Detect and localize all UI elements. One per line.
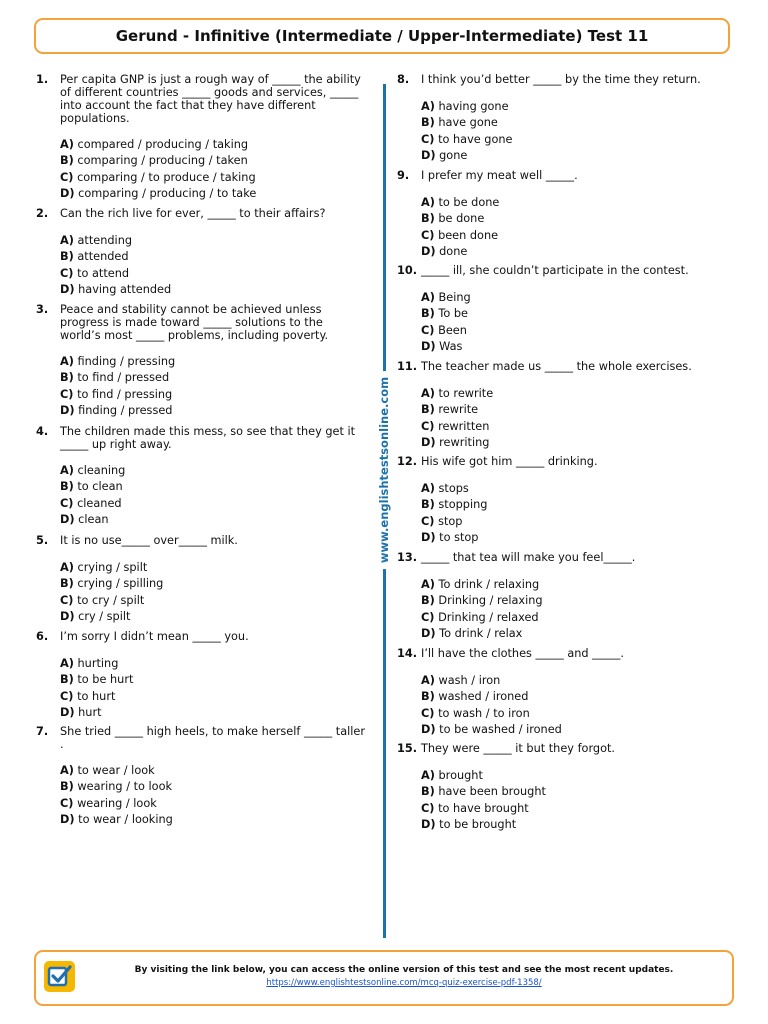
option-letter: D) bbox=[421, 245, 436, 259]
question-number: 8. bbox=[397, 73, 410, 86]
title-box bbox=[34, 18, 730, 54]
site-watermark: www.englishtestsonline.com bbox=[375, 371, 393, 569]
answer-option[interactable] bbox=[60, 266, 376, 282]
answer-option[interactable] bbox=[60, 763, 376, 779]
option-text: To drink / relaxing bbox=[438, 578, 540, 591]
question-number: 13. bbox=[397, 551, 418, 564]
question-1 bbox=[36, 73, 376, 203]
option-letter: A) bbox=[421, 578, 435, 591]
answer-options bbox=[36, 463, 376, 529]
answer-option[interactable] bbox=[421, 497, 737, 513]
question-15 bbox=[397, 742, 737, 834]
option-text: rewritten bbox=[438, 419, 490, 433]
answer-option[interactable] bbox=[60, 479, 376, 495]
question-number: 10. bbox=[397, 264, 418, 277]
question-11 bbox=[397, 360, 737, 452]
answer-options bbox=[397, 481, 737, 547]
question-4 bbox=[36, 425, 376, 529]
question-text: I’ll have the clothes _____ and _____. bbox=[421, 647, 625, 660]
answer-option[interactable] bbox=[421, 626, 737, 642]
option-letter: A) bbox=[421, 482, 435, 495]
option-text: hurt bbox=[78, 706, 102, 720]
question-stem bbox=[36, 73, 376, 125]
option-letter: C) bbox=[421, 419, 435, 433]
answer-option[interactable] bbox=[421, 244, 737, 260]
option-text: finding / pressed bbox=[78, 404, 173, 418]
answer-option[interactable] bbox=[421, 323, 737, 339]
option-text: to be done bbox=[438, 196, 500, 209]
answer-option[interactable] bbox=[60, 609, 376, 625]
option-text: comparing / producing / to take bbox=[78, 187, 257, 201]
option-letter: A) bbox=[421, 291, 435, 304]
answer-option[interactable] bbox=[60, 403, 376, 419]
option-text: wearing / to look bbox=[77, 780, 173, 794]
option-letter: A) bbox=[60, 764, 74, 777]
answer-option[interactable] bbox=[421, 211, 737, 227]
answer-option[interactable] bbox=[60, 689, 376, 705]
answer-option[interactable] bbox=[60, 496, 376, 512]
question-5 bbox=[36, 534, 376, 626]
option-text: to be hurt bbox=[77, 673, 134, 687]
answer-options bbox=[397, 99, 737, 165]
answer-option[interactable] bbox=[421, 689, 737, 705]
option-text: gone bbox=[439, 149, 468, 163]
option-letter: A) bbox=[60, 138, 74, 151]
option-letter: B) bbox=[60, 250, 74, 264]
question-text: I’m sorry I didn’t mean _____ you. bbox=[60, 630, 249, 643]
option-text: done bbox=[439, 245, 468, 259]
answer-option[interactable] bbox=[60, 796, 376, 812]
question-9 bbox=[397, 169, 737, 261]
answer-option[interactable] bbox=[421, 593, 737, 609]
option-letter: B) bbox=[60, 371, 74, 385]
option-text: attended bbox=[77, 250, 129, 264]
option-text: stopping bbox=[438, 498, 488, 512]
question-stem bbox=[36, 534, 376, 547]
option-letter: B) bbox=[421, 690, 435, 704]
option-text: Being bbox=[438, 291, 471, 304]
option-text: Drinking / relaxing bbox=[438, 594, 543, 608]
answer-option[interactable] bbox=[60, 463, 376, 479]
option-letter: C) bbox=[60, 387, 74, 401]
option-text: Was bbox=[439, 340, 463, 354]
answer-option[interactable] bbox=[421, 514, 737, 530]
option-letter: D) bbox=[421, 531, 436, 545]
question-text: _____ that tea will make you feel_____. bbox=[421, 551, 636, 564]
option-letter: A) bbox=[421, 387, 435, 400]
option-letter: D) bbox=[421, 149, 436, 163]
answer-option[interactable] bbox=[60, 370, 376, 386]
option-letter: A) bbox=[421, 674, 435, 687]
question-text: I think you’d better _____ by the time they return. bbox=[421, 73, 701, 86]
option-text: been done bbox=[438, 228, 499, 242]
option-letter: B) bbox=[60, 154, 74, 168]
option-letter: C) bbox=[421, 228, 435, 242]
question-text: She tried _____ high heels, to make herself _____ taller . bbox=[60, 725, 366, 751]
option-letter: C) bbox=[421, 323, 435, 337]
question-text: The teacher made us _____ the whole exercises. bbox=[421, 360, 692, 373]
question-10 bbox=[397, 264, 737, 356]
answer-option[interactable] bbox=[421, 768, 737, 784]
answer-option[interactable] bbox=[421, 673, 737, 689]
option-text: wash / iron bbox=[438, 674, 501, 687]
answer-option[interactable] bbox=[421, 115, 737, 131]
option-text: rewrite bbox=[438, 403, 479, 417]
option-letter: D) bbox=[421, 818, 436, 832]
option-text: to cry / spilt bbox=[77, 593, 145, 607]
question-stem bbox=[397, 551, 737, 564]
option-text: rewriting bbox=[439, 436, 490, 450]
question-stem bbox=[397, 360, 737, 373]
answer-option[interactable] bbox=[421, 419, 737, 435]
option-letter: A) bbox=[60, 657, 74, 670]
question-number: 15. bbox=[397, 742, 418, 755]
option-letter: B) bbox=[421, 594, 435, 608]
option-letter: B) bbox=[60, 673, 74, 687]
question-13 bbox=[397, 551, 737, 643]
footer-text bbox=[76, 965, 732, 988]
answer-option[interactable] bbox=[60, 186, 376, 202]
option-text: to rewrite bbox=[438, 387, 494, 400]
option-letter: D) bbox=[421, 723, 436, 737]
option-text: cleaning bbox=[77, 464, 126, 477]
option-text: Been bbox=[438, 323, 467, 337]
question-stem bbox=[36, 725, 376, 751]
answer-option[interactable] bbox=[60, 593, 376, 609]
question-12 bbox=[397, 455, 737, 547]
question-text: His wife got him _____ drinking. bbox=[421, 455, 598, 468]
footer-box bbox=[34, 950, 734, 1006]
option-letter: B) bbox=[421, 307, 435, 321]
option-letter: D) bbox=[60, 813, 75, 827]
answer-options bbox=[397, 577, 737, 643]
option-letter: D) bbox=[421, 340, 436, 354]
answer-option[interactable] bbox=[421, 195, 737, 211]
answer-option[interactable] bbox=[60, 137, 376, 153]
option-letter: B) bbox=[60, 577, 74, 591]
option-text: to hurt bbox=[77, 689, 116, 703]
option-letter: B) bbox=[60, 780, 74, 794]
option-text: to clean bbox=[77, 480, 123, 494]
option-letter: C) bbox=[421, 132, 435, 146]
option-text: To be bbox=[438, 307, 468, 321]
option-text: to wear / look bbox=[77, 764, 155, 777]
answer-options bbox=[397, 673, 737, 739]
option-text: to wash / to iron bbox=[438, 706, 530, 720]
option-text: to have gone bbox=[438, 132, 513, 146]
question-number: 1. bbox=[36, 73, 49, 86]
answer-option[interactable] bbox=[60, 512, 376, 528]
answer-option[interactable] bbox=[421, 435, 737, 451]
answer-options bbox=[397, 290, 737, 356]
question-text: The children made this mess, so see that they get it _____ up right away. bbox=[60, 425, 356, 451]
question-2 bbox=[36, 207, 376, 299]
answer-options bbox=[36, 656, 376, 722]
question-stem bbox=[397, 455, 737, 468]
answer-option[interactable] bbox=[421, 530, 737, 546]
answer-option[interactable] bbox=[421, 228, 737, 244]
answer-options bbox=[397, 386, 737, 452]
option-letter: B) bbox=[421, 403, 435, 417]
answer-option[interactable] bbox=[421, 722, 737, 738]
answer-option[interactable] bbox=[60, 576, 376, 592]
option-letter: D) bbox=[60, 187, 75, 201]
option-text: having gone bbox=[438, 100, 509, 113]
question-3 bbox=[36, 303, 376, 420]
answer-option[interactable] bbox=[60, 249, 376, 265]
answer-option[interactable] bbox=[60, 233, 376, 249]
answer-option[interactable] bbox=[421, 801, 737, 817]
option-letter: B) bbox=[60, 480, 74, 494]
answer-option[interactable] bbox=[421, 784, 737, 800]
answer-option[interactable] bbox=[60, 153, 376, 169]
answer-options bbox=[36, 354, 376, 420]
question-text: _____ ill, she couldn’t participate in the contest. bbox=[421, 264, 689, 277]
option-text: to attend bbox=[77, 266, 130, 280]
option-letter: D) bbox=[421, 627, 436, 641]
option-text: stops bbox=[438, 482, 469, 495]
option-letter: D) bbox=[60, 404, 75, 418]
option-text: washed / ironed bbox=[438, 690, 529, 704]
option-letter: D) bbox=[60, 513, 75, 527]
question-number: 2. bbox=[36, 207, 49, 220]
question-number: 12. bbox=[397, 455, 418, 468]
option-letter: B) bbox=[421, 498, 435, 512]
answer-option[interactable] bbox=[60, 170, 376, 186]
answer-option[interactable] bbox=[60, 282, 376, 298]
answer-option[interactable] bbox=[60, 812, 376, 828]
answer-option[interactable] bbox=[421, 290, 737, 306]
option-text: to find / pressed bbox=[77, 371, 170, 385]
option-letter: C) bbox=[421, 610, 435, 624]
option-letter: C) bbox=[60, 496, 74, 510]
question-text: I prefer my meat well _____. bbox=[421, 169, 578, 182]
question-number: 14. bbox=[397, 647, 418, 660]
option-text: To drink / relax bbox=[439, 627, 523, 641]
option-text: to be washed / ironed bbox=[439, 723, 562, 737]
question-7 bbox=[36, 725, 376, 829]
answer-option[interactable] bbox=[60, 672, 376, 688]
option-letter: B) bbox=[421, 785, 435, 799]
option-letter: C) bbox=[421, 801, 435, 815]
option-letter: C) bbox=[60, 266, 74, 280]
question-stem bbox=[36, 630, 376, 643]
question-number: 11. bbox=[397, 360, 418, 373]
question-stem bbox=[397, 73, 737, 86]
option-letter: A) bbox=[60, 234, 74, 247]
answer-option[interactable] bbox=[421, 577, 737, 593]
option-text: Drinking / relaxed bbox=[438, 610, 539, 624]
option-letter: B) bbox=[421, 116, 435, 130]
option-text: have been brought bbox=[438, 785, 546, 799]
option-text: to stop bbox=[439, 531, 479, 545]
question-number: 5. bbox=[36, 534, 49, 547]
answer-options bbox=[36, 137, 376, 203]
question-stem bbox=[397, 169, 737, 182]
option-letter: D) bbox=[60, 610, 75, 624]
option-text: compared / producing / taking bbox=[77, 138, 249, 151]
question-number: 6. bbox=[36, 630, 49, 643]
footer-note: By visiting the link below, you can access the online version of this test and see the most recent updates. bbox=[134, 965, 674, 975]
footer-link[interactable]: https://www.englishtestsonline.com/mcq-quiz-exercise-pdf-1358/ bbox=[266, 978, 542, 988]
option-text: comparing / to produce / taking bbox=[77, 170, 256, 184]
answer-option[interactable] bbox=[60, 705, 376, 721]
option-text: to wear / looking bbox=[78, 813, 173, 827]
option-text: having attended bbox=[78, 283, 172, 297]
option-letter: A) bbox=[421, 100, 435, 113]
option-text: be done bbox=[438, 212, 485, 226]
option-letter: C) bbox=[421, 514, 435, 528]
answer-options bbox=[36, 763, 376, 829]
question-number: 9. bbox=[397, 169, 410, 182]
option-letter: A) bbox=[421, 196, 435, 209]
question-stem bbox=[397, 742, 737, 755]
option-letter: A) bbox=[60, 561, 74, 574]
option-text: hurting bbox=[77, 657, 119, 670]
question-stem bbox=[36, 303, 376, 342]
answer-option[interactable] bbox=[421, 481, 737, 497]
checkbox-logo-icon bbox=[44, 961, 75, 992]
answer-options bbox=[36, 560, 376, 626]
option-text: attending bbox=[77, 234, 133, 247]
option-text: brought bbox=[438, 769, 483, 782]
option-text: cleaned bbox=[77, 496, 122, 510]
answer-option[interactable] bbox=[421, 817, 737, 833]
answer-options bbox=[36, 233, 376, 299]
option-text: comparing / producing / taken bbox=[77, 154, 248, 168]
option-text: finding / pressing bbox=[77, 355, 176, 368]
answer-option[interactable] bbox=[421, 132, 737, 148]
answer-option[interactable] bbox=[60, 387, 376, 403]
answer-option[interactable] bbox=[421, 148, 737, 164]
option-letter: C) bbox=[421, 706, 435, 720]
answer-option[interactable] bbox=[60, 656, 376, 672]
question-stem bbox=[36, 207, 376, 220]
question-stem bbox=[397, 264, 737, 277]
question-8 bbox=[397, 73, 737, 165]
option-text: to have brought bbox=[438, 801, 529, 815]
answer-option[interactable] bbox=[421, 306, 737, 322]
question-number: 7. bbox=[36, 725, 49, 738]
question-text: Can the rich live for ever, _____ to their affairs? bbox=[60, 207, 326, 220]
option-letter: D) bbox=[421, 436, 436, 450]
answer-options bbox=[397, 195, 737, 261]
answer-option[interactable] bbox=[60, 354, 376, 370]
option-text: clean bbox=[78, 513, 109, 527]
answer-option[interactable] bbox=[421, 402, 737, 418]
option-letter: C) bbox=[60, 796, 74, 810]
answer-option[interactable] bbox=[60, 779, 376, 795]
question-6 bbox=[36, 630, 376, 722]
option-letter: A) bbox=[60, 355, 74, 368]
option-text: cry / spilt bbox=[78, 610, 131, 624]
answer-option[interactable] bbox=[421, 706, 737, 722]
option-letter: A) bbox=[60, 464, 74, 477]
question-number: 4. bbox=[36, 425, 49, 438]
option-text: to find / pressing bbox=[77, 387, 173, 401]
option-text: stop bbox=[438, 514, 463, 528]
page-title: Gerund - Infinitive (Intermediate / Upper-Intermediate) Test 11 bbox=[115, 27, 649, 45]
answer-option[interactable] bbox=[421, 610, 737, 626]
question-text: It is no use_____ over_____ milk. bbox=[60, 534, 238, 547]
answer-option[interactable] bbox=[421, 386, 737, 402]
option-letter: D) bbox=[60, 283, 75, 297]
question-14 bbox=[397, 647, 737, 739]
option-letter: A) bbox=[421, 769, 435, 782]
option-letter: C) bbox=[60, 689, 74, 703]
question-text: Per capita GNP is just a rough way of _____ the ability of different countries _____ goods and services, _____ into account the fact that they have different populations. bbox=[60, 73, 361, 125]
question-number: 3. bbox=[36, 303, 49, 316]
option-text: have gone bbox=[438, 116, 498, 130]
question-text: Peace and stability cannot be achieved unless progress is made toward _____ solutions to the world’s most _____ problems, including poverty. bbox=[60, 303, 329, 342]
answer-option[interactable] bbox=[60, 560, 376, 576]
question-stem bbox=[36, 425, 376, 451]
option-letter: B) bbox=[421, 212, 435, 226]
option-text: crying / spilling bbox=[77, 577, 164, 591]
option-text: to be brought bbox=[439, 818, 517, 832]
option-text: crying / spilt bbox=[77, 561, 148, 574]
question-stem bbox=[397, 647, 737, 660]
answer-options bbox=[397, 768, 737, 834]
option-letter: D) bbox=[60, 706, 75, 720]
option-letter: C) bbox=[60, 170, 74, 184]
option-text: wearing / look bbox=[77, 796, 157, 810]
answer-option[interactable] bbox=[421, 99, 737, 115]
question-text: They were _____ it but they forgot. bbox=[421, 742, 616, 755]
answer-option[interactable] bbox=[421, 339, 737, 355]
option-letter: C) bbox=[60, 593, 74, 607]
